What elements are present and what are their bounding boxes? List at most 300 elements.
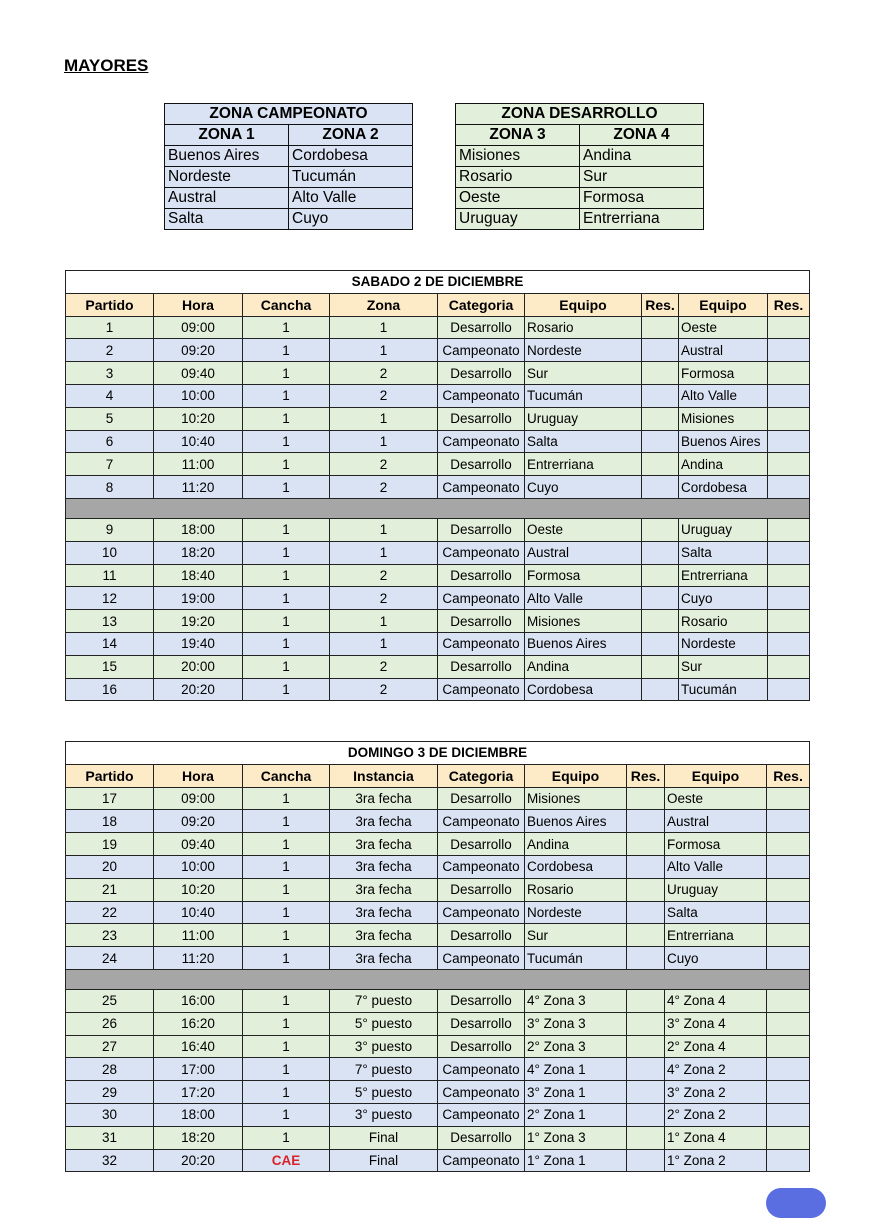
saturday-cell-cancha: 1 (243, 476, 330, 499)
saturday-cell-zona: 2 (330, 362, 438, 385)
sunday-cell-res[interactable] (627, 1081, 665, 1104)
saturday-cell-cancha: 1 (243, 655, 330, 678)
sunday-cell-cancha: 1 (243, 947, 330, 970)
saturday-cell-partido: 6 (66, 430, 154, 453)
sunday-cell-res[interactable] (767, 989, 810, 1012)
sunday-cell-hora: 16:00 (154, 989, 243, 1012)
saturday-cell-zona: 1 (330, 339, 438, 362)
saturday-cell-equipo: Alto Valle (679, 384, 768, 407)
saturday-cell-equipo: Austral (679, 339, 768, 362)
sunday-cell-cancha: 1 (243, 1058, 330, 1081)
sunday-cell-hora: 18:00 (154, 1103, 243, 1126)
sunday-cell-res[interactable] (767, 901, 810, 924)
sunday-cell-hora: 11:20 (154, 947, 243, 970)
saturday-cell-res[interactable] (642, 407, 679, 430)
sunday-cell-equipo: Misiones (525, 787, 627, 810)
sunday-cell-zona: 3ra fecha (330, 810, 438, 833)
saturday-match-row (66, 541, 810, 564)
sunday-cell-equipo: 1° Zona 2 (665, 1149, 767, 1172)
saturday-cell-hora: 20:00 (154, 655, 243, 678)
saturday-cell-equipo: Andina (525, 655, 642, 678)
sunday-cell-categoria: Campeonato (438, 1103, 525, 1126)
sunday-cell-equipo: 4° Zona 3 (525, 989, 627, 1012)
saturday-cell-partido: 5 (66, 407, 154, 430)
saturday-cell-partido: 8 (66, 476, 154, 499)
saturday-cell-zona: 2 (330, 587, 438, 610)
saturday-match-row (66, 362, 810, 385)
saturday-cell-zona: 1 (330, 430, 438, 453)
zona-2-header: ZONA 2 (289, 125, 413, 146)
sunday-cell-res[interactable] (627, 787, 665, 810)
saturday-cell-categoria: Desarrollo (438, 407, 525, 430)
sunday-cell-res[interactable] (767, 1058, 810, 1081)
sunday-cell-zona: 3ra fecha (330, 787, 438, 810)
saturday-cell-categoria: Desarrollo (438, 655, 525, 678)
sunday-cell-cancha: 1 (243, 901, 330, 924)
sunday-cell-res[interactable] (767, 878, 810, 901)
saturday-cell-zona: 1 (330, 316, 438, 339)
saturday-cell-categoria: Campeonato (438, 678, 525, 701)
saturday-cell-hora: 09:00 (154, 316, 243, 339)
saturday-cell-equipo: Andina (679, 453, 768, 476)
sunday-cell-partido: 20 (66, 855, 154, 878)
saturday-header-equipo: Equipo (525, 293, 642, 316)
sunday-cell-res[interactable] (767, 833, 810, 856)
sunday-cell-categoria: Campeonato (438, 901, 525, 924)
saturday-cell-res[interactable] (642, 564, 679, 587)
sunday-cell-res[interactable] (767, 924, 810, 947)
sunday-cell-cancha: 1 (243, 878, 330, 901)
zona-desarrollo-team-cell: Andina (580, 146, 704, 167)
sunday-cell-res[interactable] (767, 1126, 810, 1149)
saturday-cell-cancha: 1 (243, 362, 330, 385)
saturday-cell-hora: 19:40 (154, 632, 243, 655)
sunday-cell-equipo: 1° Zona 1 (525, 1149, 627, 1172)
saturday-cell-res[interactable] (768, 655, 810, 678)
sunday-cell-categoria: Desarrollo (438, 787, 525, 810)
saturday-cell-partido: 9 (66, 518, 154, 541)
saturday-match-row (66, 518, 810, 541)
saturday-cell-partido: 2 (66, 339, 154, 362)
saturday-cell-res[interactable] (768, 362, 810, 385)
sunday-cell-equipo: 2° Zona 1 (525, 1103, 627, 1126)
saturday-cell-hora: 10:20 (154, 407, 243, 430)
saturday-cell-cancha: 1 (243, 453, 330, 476)
sunday-cell-cancha: 1 (243, 810, 330, 833)
zona-campeonato-team-cell: Austral (165, 188, 289, 209)
zona-desarrollo-row (456, 209, 704, 230)
sunday-cell-categoria: Campeonato (438, 1058, 525, 1081)
sunday-cell-hora: 16:20 (154, 1012, 243, 1035)
sunday-cell-equipo: Cuyo (665, 947, 767, 970)
sunday-match-row (66, 1126, 810, 1149)
saturday-cell-res[interactable] (642, 430, 679, 453)
sunday-match-row (66, 989, 810, 1012)
saturday-cell-equipo: Buenos Aires (525, 632, 642, 655)
saturday-cell-cancha: 1 (243, 610, 330, 633)
saturday-cell-partido: 15 (66, 655, 154, 678)
saturday-cell-res[interactable] (642, 541, 679, 564)
saturday-cell-hora: 18:00 (154, 518, 243, 541)
saturday-match-row (66, 678, 810, 701)
sunday-cell-hora: 17:20 (154, 1081, 243, 1104)
sunday-cell-res[interactable] (627, 810, 665, 833)
saturday-cell-res[interactable] (768, 564, 810, 587)
sunday-cell-res[interactable] (627, 1058, 665, 1081)
saturday-cell-equipo: Tucumán (679, 678, 768, 701)
sunday-cell-res[interactable] (767, 1012, 810, 1035)
saturday-cell-cancha: 1 (243, 678, 330, 701)
zona-campeonato-team-cell: Alto Valle (289, 188, 413, 209)
floating-action-badge[interactable] (766, 1188, 826, 1218)
saturday-cell-res[interactable] (768, 610, 810, 633)
saturday-cell-equipo: Nordeste (525, 339, 642, 362)
sunday-cell-res[interactable] (767, 787, 810, 810)
sunday-match-row (66, 787, 810, 810)
sunday-cell-res[interactable] (627, 1126, 665, 1149)
separator-cell (66, 969, 810, 989)
sunday-cell-hora: 10:20 (154, 878, 243, 901)
sunday-cell-res[interactable] (627, 989, 665, 1012)
saturday-cell-categoria: Campeonato (438, 541, 525, 564)
sunday-match-row (66, 878, 810, 901)
saturday-header-cancha: Cancha (243, 293, 330, 316)
zona-1-header: ZONA 1 (165, 125, 289, 146)
sunday-cell-equipo: Cordobesa (525, 855, 627, 878)
sunday-cell-equipo: 2° Zona 4 (665, 1035, 767, 1058)
zona-desarrollo-team-cell: Sur (580, 167, 704, 188)
sunday-cell-equipo: 2° Zona 3 (525, 1035, 627, 1058)
saturday-match-row (66, 564, 810, 587)
zona-desarrollo-title: ZONA DESARROLLO (456, 104, 704, 125)
saturday-cell-res[interactable] (768, 587, 810, 610)
sunday-cell-categoria: Campeonato (438, 810, 525, 833)
saturday-cell-equipo: Austral (525, 541, 642, 564)
saturday-cell-res[interactable] (768, 453, 810, 476)
sunday-cell-zona: 3ra fecha (330, 878, 438, 901)
separator-cell (66, 498, 810, 518)
sunday-header-equipo: Equipo (665, 764, 767, 787)
sunday-cell-hora: 10:40 (154, 901, 243, 924)
saturday-match-row (66, 610, 810, 633)
sunday-cell-hora: 11:00 (154, 924, 243, 947)
sunday-cell-equipo: Nordeste (525, 901, 627, 924)
saturday-cell-res[interactable] (642, 339, 679, 362)
zona-campeonato-row (165, 167, 413, 188)
sunday-cell-partido: 31 (66, 1126, 154, 1149)
sunday-cell-zona: 3° puesto (330, 1035, 438, 1058)
zona-desarrollo-team-cell: Rosario (456, 167, 580, 188)
sunday-cell-partido: 30 (66, 1103, 154, 1126)
sunday-cell-equipo: 1° Zona 4 (665, 1126, 767, 1149)
saturday-cell-equipo: Misiones (525, 610, 642, 633)
sunday-cell-categoria: Campeonato (438, 947, 525, 970)
saturday-cell-categoria: Desarrollo (438, 362, 525, 385)
sunday-cell-equipo: 4° Zona 4 (665, 989, 767, 1012)
sunday-match-row (66, 1058, 810, 1081)
sunday-cell-res[interactable] (767, 1081, 810, 1104)
sunday-match-row (66, 947, 810, 970)
sunday-cell-equipo: Buenos Aires (525, 810, 627, 833)
sunday-cell-categoria: Campeonato (438, 1081, 525, 1104)
sunday-header-res: Res. (627, 764, 665, 787)
zona-campeonato-team-cell: Buenos Aires (165, 146, 289, 167)
saturday-schedule-table (65, 270, 810, 701)
sunday-cell-res[interactable] (627, 1103, 665, 1126)
sunday-cell-equipo: 1° Zona 3 (525, 1126, 627, 1149)
sunday-cell-zona: Final (330, 1149, 438, 1172)
sunday-cell-equipo: Salta (665, 901, 767, 924)
sunday-cell-categoria: Desarrollo (438, 1126, 525, 1149)
saturday-cell-equipo: Entrerriana (525, 453, 642, 476)
page-title: MAYORES (64, 56, 149, 75)
sunday-cell-res[interactable] (767, 947, 810, 970)
zona-desarrollo-row (456, 146, 704, 167)
sunday-cell-partido: 32 (66, 1149, 154, 1172)
saturday-separator-row (66, 498, 810, 518)
sunday-cell-zona: 5° puesto (330, 1081, 438, 1104)
saturday-cell-res[interactable] (768, 430, 810, 453)
saturday-title: SABADO 2 DE DICIEMBRE (66, 271, 810, 294)
saturday-cell-zona: 2 (330, 564, 438, 587)
saturday-cell-categoria: Campeonato (438, 430, 525, 453)
sunday-header-cancha: Cancha (243, 764, 330, 787)
saturday-cell-hora: 11:20 (154, 476, 243, 499)
saturday-cell-res[interactable] (642, 476, 679, 499)
sunday-cell-zona: 5° puesto (330, 1012, 438, 1035)
sunday-header-zona: Instancia (330, 764, 438, 787)
saturday-cell-cancha: 1 (243, 384, 330, 407)
saturday-cell-res[interactable] (642, 453, 679, 476)
sunday-cell-partido: 19 (66, 833, 154, 856)
saturday-header-res: Res. (642, 293, 679, 316)
sunday-cell-res[interactable] (767, 855, 810, 878)
sunday-cell-categoria: Desarrollo (438, 878, 525, 901)
saturday-cell-equipo: Uruguay (679, 518, 768, 541)
sunday-match-row (66, 901, 810, 924)
sunday-cell-res[interactable] (767, 1149, 810, 1172)
sunday-cell-cancha: 1 (243, 989, 330, 1012)
saturday-cell-hora: 18:20 (154, 541, 243, 564)
saturday-cell-partido: 4 (66, 384, 154, 407)
sunday-cell-partido: 22 (66, 901, 154, 924)
saturday-cell-hora: 19:20 (154, 610, 243, 633)
saturday-match-row (66, 407, 810, 430)
saturday-cell-categoria: Campeonato (438, 587, 525, 610)
zona-desarrollo-team-cell: Uruguay (456, 209, 580, 230)
sunday-cell-cancha: 1 (243, 1126, 330, 1149)
saturday-cell-equipo: Buenos Aires (679, 430, 768, 453)
sunday-cell-res[interactable] (627, 1012, 665, 1035)
zona-campeonato-row (165, 146, 413, 167)
sunday-cell-equipo: Tucumán (525, 947, 627, 970)
saturday-cell-partido: 16 (66, 678, 154, 701)
sunday-cell-partido: 18 (66, 810, 154, 833)
saturday-cell-zona: 2 (330, 678, 438, 701)
sunday-cell-res[interactable] (627, 947, 665, 970)
sunday-cell-equipo: 3° Zona 1 (525, 1081, 627, 1104)
saturday-cell-res[interactable] (642, 316, 679, 339)
saturday-cell-categoria: Desarrollo (438, 316, 525, 339)
saturday-cell-hora: 10:00 (154, 384, 243, 407)
sunday-match-row (66, 924, 810, 947)
sunday-cell-res[interactable] (767, 810, 810, 833)
saturday-cell-categoria: Desarrollo (438, 518, 525, 541)
sunday-match-row (66, 1081, 810, 1104)
sunday-cell-cancha: 1 (243, 924, 330, 947)
sunday-cell-equipo: 4° Zona 1 (525, 1058, 627, 1081)
saturday-cell-res[interactable] (642, 384, 679, 407)
saturday-header-categoria: Categoria (438, 293, 525, 316)
saturday-cell-res[interactable] (768, 384, 810, 407)
sunday-cell-hora: 17:00 (154, 1058, 243, 1081)
sunday-cell-equipo: 3° Zona 3 (525, 1012, 627, 1035)
sunday-cell-partido: 21 (66, 878, 154, 901)
saturday-cell-partido: 3 (66, 362, 154, 385)
sunday-title: DOMINGO 3 DE DICIEMBRE (66, 742, 810, 765)
saturday-cell-res[interactable] (768, 407, 810, 430)
zona-campeonato-team-cell: Tucumán (289, 167, 413, 188)
sunday-cell-res[interactable] (627, 1035, 665, 1058)
sunday-cell-equipo: Alto Valle (665, 855, 767, 878)
saturday-cell-res[interactable] (768, 476, 810, 499)
zona-campeonato-team-cell: Nordeste (165, 167, 289, 188)
sunday-cell-zona: 3ra fecha (330, 947, 438, 970)
saturday-cell-partido: 13 (66, 610, 154, 633)
saturday-cell-partido: 11 (66, 564, 154, 587)
sunday-cell-cancha: 1 (243, 1103, 330, 1126)
zona-campeonato-team-cell: Salta (165, 209, 289, 230)
sunday-cell-res[interactable] (627, 901, 665, 924)
saturday-cell-categoria: Desarrollo (438, 610, 525, 633)
saturday-cell-equipo: Sur (679, 655, 768, 678)
saturday-cell-res[interactable] (768, 316, 810, 339)
sunday-match-row (66, 1012, 810, 1035)
saturday-cell-equipo: Cuyo (679, 587, 768, 610)
zona-campeonato-row (165, 209, 413, 230)
sunday-cell-zona: 3ra fecha (330, 901, 438, 924)
sunday-cell-res[interactable] (767, 1035, 810, 1058)
sunday-cell-cancha: 1 (243, 1081, 330, 1104)
sunday-cell-hora: 20:20 (154, 1149, 243, 1172)
saturday-cell-hora: 11:00 (154, 453, 243, 476)
sunday-cell-partido: 28 (66, 1058, 154, 1081)
sunday-cell-equipo: Entrerriana (665, 924, 767, 947)
sunday-cell-cancha: 1 (243, 787, 330, 810)
zona-campeonato-table (164, 103, 413, 230)
saturday-match-row (66, 632, 810, 655)
saturday-cell-equipo: Tucumán (525, 384, 642, 407)
saturday-cell-res[interactable] (642, 632, 679, 655)
saturday-cell-categoria: Desarrollo (438, 564, 525, 587)
sunday-header-categoria: Categoria (438, 764, 525, 787)
sunday-cell-res[interactable] (627, 855, 665, 878)
saturday-match-row (66, 316, 810, 339)
sunday-match-row (66, 1035, 810, 1058)
sunday-cell-cancha: 1 (243, 1035, 330, 1058)
saturday-cell-hora: 19:00 (154, 587, 243, 610)
sunday-cell-zona: 3ra fecha (330, 833, 438, 856)
saturday-cell-hora: 18:40 (154, 564, 243, 587)
sunday-cell-equipo: 3° Zona 4 (665, 1012, 767, 1035)
sunday-cell-res[interactable] (627, 924, 665, 947)
saturday-cell-cancha: 1 (243, 339, 330, 362)
sunday-match-row (66, 833, 810, 856)
saturday-cell-zona: 1 (330, 610, 438, 633)
sunday-cell-partido: 29 (66, 1081, 154, 1104)
saturday-match-row (66, 587, 810, 610)
saturday-cell-cancha: 1 (243, 518, 330, 541)
sunday-cell-res[interactable] (627, 878, 665, 901)
saturday-cell-res[interactable] (642, 655, 679, 678)
zona-campeonato-title: ZONA CAMPEONATO (165, 104, 413, 125)
saturday-cell-res[interactable] (642, 362, 679, 385)
sunday-cell-res[interactable] (627, 1149, 665, 1172)
saturday-cell-equipo: Oeste (525, 518, 642, 541)
saturday-header-hora: Hora (154, 293, 243, 316)
sunday-header-partido: Partido (66, 764, 154, 787)
saturday-cell-equipo: Cuyo (525, 476, 642, 499)
saturday-match-row (66, 339, 810, 362)
saturday-cell-equipo: Formosa (525, 564, 642, 587)
saturday-header-row (66, 293, 810, 316)
saturday-cell-categoria: Campeonato (438, 339, 525, 362)
saturday-cell-res[interactable] (768, 518, 810, 541)
saturday-cell-res[interactable] (642, 678, 679, 701)
saturday-header-zona: Zona (330, 293, 438, 316)
sunday-cell-hora: 18:20 (154, 1126, 243, 1149)
saturday-cell-equipo: Sur (525, 362, 642, 385)
saturday-cell-res[interactable] (642, 610, 679, 633)
saturday-match-row (66, 384, 810, 407)
saturday-cell-res[interactable] (642, 587, 679, 610)
saturday-cell-zona: 1 (330, 541, 438, 564)
sunday-cell-partido: 26 (66, 1012, 154, 1035)
saturday-header-equipo: Equipo (679, 293, 768, 316)
sunday-cell-categoria: Campeonato (438, 855, 525, 878)
saturday-cell-equipo: Misiones (679, 407, 768, 430)
sunday-cell-hora: 16:40 (154, 1035, 243, 1058)
sunday-cell-cancha: 1 (243, 1012, 330, 1035)
saturday-cell-equipo: Uruguay (525, 407, 642, 430)
saturday-cell-zona: 2 (330, 655, 438, 678)
sunday-cell-equipo: Oeste (665, 787, 767, 810)
saturday-cell-res[interactable] (642, 518, 679, 541)
sunday-cell-cancha: 1 (243, 833, 330, 856)
saturday-cell-res[interactable] (768, 678, 810, 701)
saturday-cell-hora: 20:20 (154, 678, 243, 701)
sunday-cell-equipo: Andina (525, 833, 627, 856)
saturday-cell-zona: 2 (330, 453, 438, 476)
sunday-cell-hora: 09:40 (154, 833, 243, 856)
sunday-cell-equipo: Uruguay (665, 878, 767, 901)
saturday-cell-res[interactable] (768, 541, 810, 564)
sunday-cell-categoria: Desarrollo (438, 1012, 525, 1035)
sunday-cell-res[interactable] (627, 833, 665, 856)
zona-desarrollo-row (456, 188, 704, 209)
saturday-cell-hora: 09:40 (154, 362, 243, 385)
sunday-cell-res[interactable] (767, 1103, 810, 1126)
saturday-cell-zona: 2 (330, 476, 438, 499)
zona-desarrollo-row (456, 167, 704, 188)
sunday-cell-cancha: 1 (243, 855, 330, 878)
zona-desarrollo-table (455, 103, 704, 230)
saturday-cell-equipo: Cordobesa (525, 678, 642, 701)
saturday-cell-res[interactable] (768, 632, 810, 655)
saturday-cell-res[interactable] (768, 339, 810, 362)
sunday-cell-categoria: Desarrollo (438, 1035, 525, 1058)
saturday-cell-zona: 2 (330, 384, 438, 407)
